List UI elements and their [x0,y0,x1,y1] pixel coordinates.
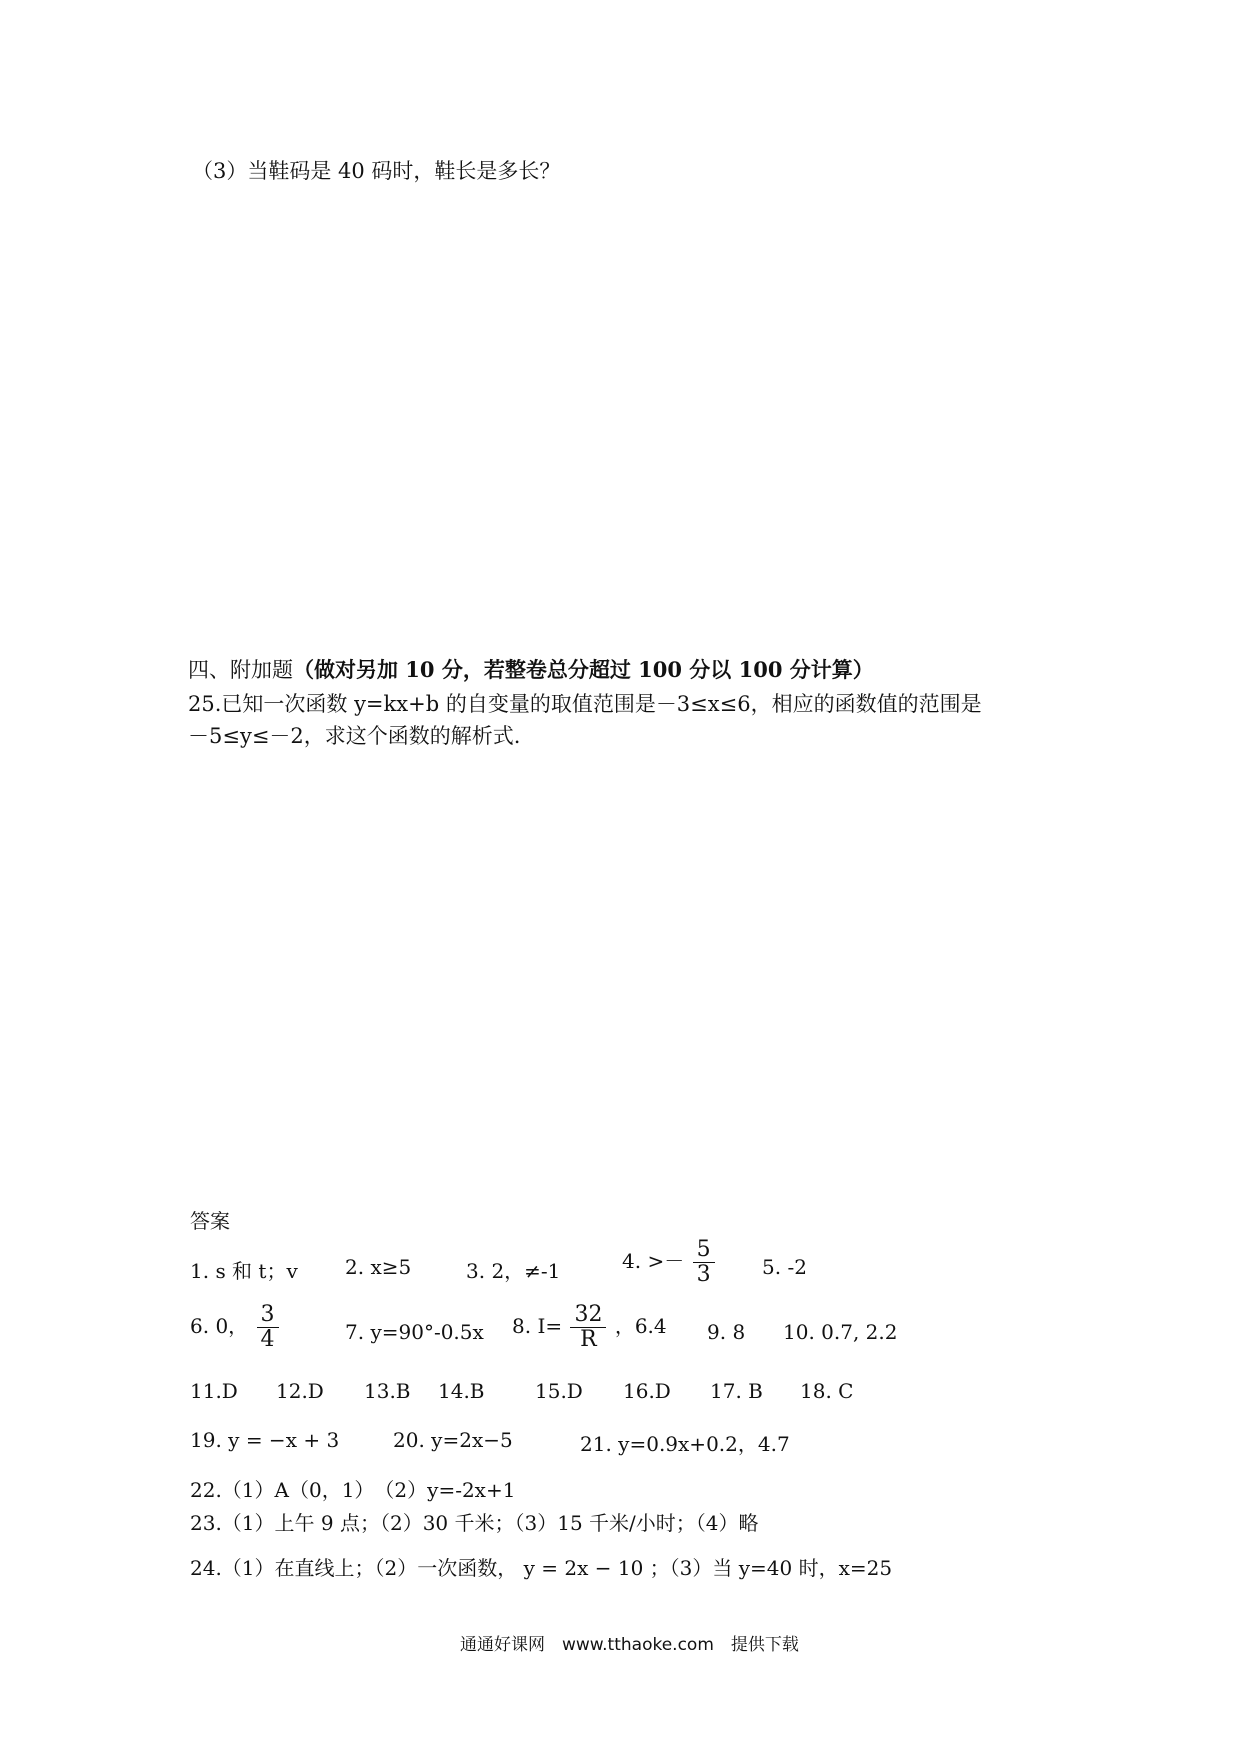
section-4-title: 四、附加题 [188,658,293,682]
answers-title: 答案 [190,1209,230,1233]
answer-19: 19. y = −x + 3 [190,1428,340,1452]
section-4-heading [188,654,874,684]
question-25-line-2: －5≤y≤－2，求这个函数的解析式. [188,724,521,748]
answer-4 [622,1238,717,1287]
answer-4-fraction [693,1238,715,1287]
answer-6 [190,1303,281,1352]
answer-6-fraction [257,1303,279,1352]
answer-22: 22.（1）A（0，1） （2）y=-2x+1 [190,1478,516,1502]
answer-4-prefix: 4. >－ [622,1249,685,1273]
answer-18: 18. C [800,1379,854,1403]
answer-11: 11.D [190,1379,238,1403]
answer-23: 23.（1）上午 9 点；（2）30 千米；（3）15 千米/小时；（4）略 [190,1511,759,1535]
answer-1: 1. s 和 t；v [190,1259,298,1283]
answer-7: 7. y=90°-0.5x [345,1320,484,1344]
answer-3: 3. 2，≠-1 [466,1259,561,1283]
answer-6-prefix: 6. 0， [190,1314,249,1338]
answer-13: 13.B [364,1379,411,1403]
answer-6-numerator: 3 [257,1303,279,1328]
answer-24: 24.（1）在直线上；（2）一次函数， y = 2x − 10 ；（3）当 y=40 时，x=25 [190,1556,893,1580]
answer-9: 9. 8 [707,1320,746,1344]
answer-4-numerator: 5 [693,1238,715,1263]
answer-8-fraction [570,1303,606,1352]
section-4-note: （做对另加 10 分，若整卷总分超过 100 分以 100 分计算） [293,657,874,682]
answer-8-numerator: 32 [570,1303,606,1328]
answer-16: 16.D [623,1379,671,1403]
answer-15: 15.D [535,1379,583,1403]
answer-8 [512,1303,667,1352]
answer-8-denominator: R [580,1327,597,1352]
answer-14: 14.B [438,1379,485,1403]
answer-10: 10. 0.7, 2.2 [783,1320,898,1344]
answer-6-denominator: 4 [260,1327,275,1352]
page-footer: 通通好课网 www.tthaoke.com 提供下载 [460,1635,799,1655]
answer-21: 21. y=0.9x+0.2，4.7 [580,1432,790,1456]
answer-8-suffix: ，6.4 [614,1314,667,1338]
question-3-text: （3）当鞋码是 40 码时，鞋长是多长？ [192,159,561,183]
answer-5: 5. -2 [762,1255,807,1279]
question-25-line-1: 25.已知一次函数 y=kx+b 的自变量的取值范围是－3≤x≤6，相应的函数值的范围是 [188,692,982,716]
answer-4-denominator: 3 [696,1262,711,1287]
answer-17: 17. B [710,1379,763,1403]
answer-8-prefix: 8. I= [512,1314,563,1338]
answer-2: 2. x≥5 [345,1255,412,1279]
answer-12: 12.D [276,1379,324,1403]
answer-20: 20. y=2x−5 [393,1428,513,1452]
